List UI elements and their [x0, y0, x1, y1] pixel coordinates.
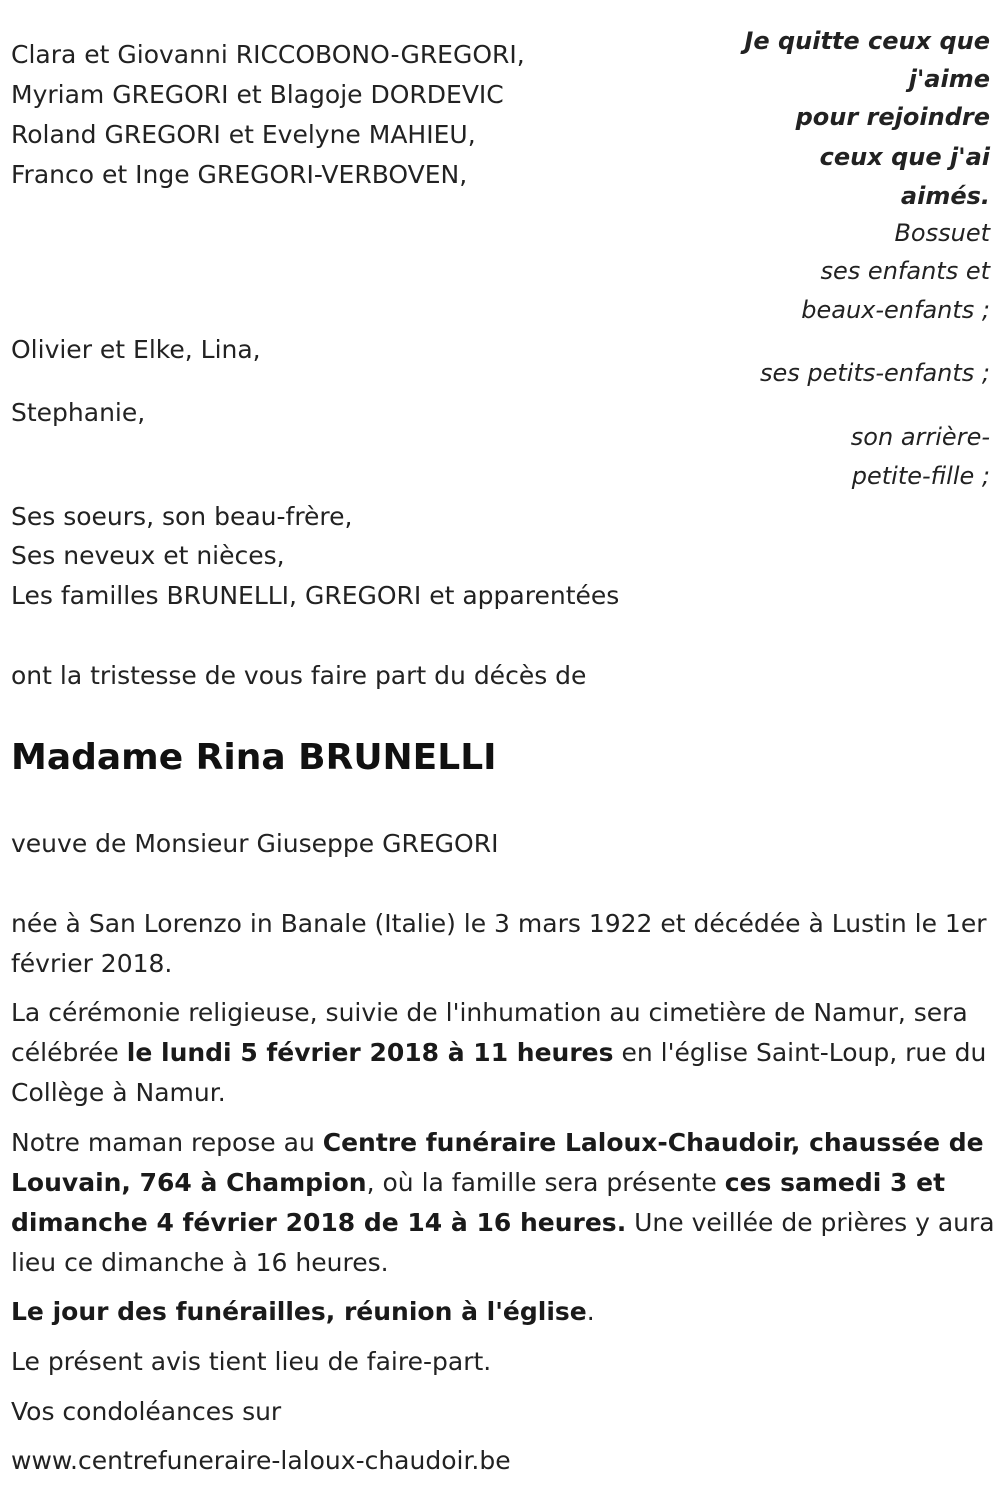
great-grandchild-name: Stephanie,: [11, 398, 146, 427]
quote-line-5: aimés.: [900, 182, 990, 210]
repose-dates: ces samedi 3 et dimanche 4 février 2018 de 14 à 16 heures.: [11, 1168, 946, 1237]
quote-line-2: j'aime: [908, 65, 990, 93]
repose-text-3: Une veillée de prières y aura lieu ce dimanche à 16 heures.: [11, 1208, 995, 1277]
notice-text: Le présent avis tient lieu de faire-part.: [11, 1347, 492, 1376]
role-children-1: ses enfants et: [820, 257, 990, 285]
ceremony-text-2: en l'église Saint-Loup, rue du Collège à Namur.: [11, 1038, 987, 1107]
quote-line-4: ceux que j'ai: [819, 143, 990, 171]
ceremony-text-1: La cérémonie religieuse, suivie de l'inhumation au cimetière de Namur, sera célébrée: [11, 998, 968, 1067]
repose-paragraph: [11, 1123, 996, 1283]
announcement: ont la tristesse de vous faire part du décès de: [11, 661, 587, 690]
role-great-2: petite-fille ;: [851, 462, 990, 490]
repose-location: Centre funéraire Laloux-Chaudoir, chaussée de Louvain, 764 à Champion: [11, 1128, 984, 1197]
ceremony-paragraph: [11, 993, 996, 1113]
repose-text-1: Notre maman repose au: [11, 1128, 323, 1157]
deceased-name: Madame Rina BRUNELLI: [11, 737, 497, 778]
funeral-day-paragraph: [11, 1292, 996, 1332]
family-line-4: Franco et Inge GREGORI-VERBOVEN,: [11, 160, 468, 189]
birth-death-paragraph: née à San Lorenzo in Banale (Italie) le 3 mars 1922 et décédée à Lustin le 1er février 2018.: [11, 909, 987, 978]
widow-of: veuve de Monsieur Giuseppe GREGORI: [11, 829, 499, 858]
quote-line-1: Je quitte ceux que: [744, 27, 990, 55]
grandchildren-names: Olivier et Elke, Lina,: [11, 335, 261, 364]
ceremony-date: le lundi 5 février 2018 à 11 heures: [126, 1038, 614, 1067]
funeral-day-end: .: [586, 1297, 595, 1326]
repose-text-2: , où la famille sera présente: [366, 1168, 725, 1197]
family-line-3: Roland GREGORI et Evelyne MAHIEU,: [11, 120, 476, 149]
condolences-label: Vos condoléances sur: [11, 1397, 282, 1426]
website-link[interactable]: www.centrefuneraire-laloux-chaudoir.be: [11, 1446, 511, 1475]
relatives-line-1: Ses soeurs, son beau-frère,: [11, 502, 353, 531]
relatives-line-2: Ses neveux et nièces,: [11, 541, 285, 570]
funeral-day-text: Le jour des funérailles, réunion à l'église: [11, 1297, 587, 1326]
quote-line-3: pour rejoindre: [795, 103, 990, 131]
role-great-1: son arrière-: [850, 423, 990, 451]
role-children-2: beaux-enfants ;: [801, 296, 990, 324]
relatives-line-3: Les familles BRUNELLI, GREGORI et apparentées: [11, 581, 620, 610]
role-grandchildren: ses petits-enfants ;: [759, 359, 990, 387]
quote-author: Bossuet: [894, 219, 990, 247]
family-line-2: Myriam GREGORI et Blagoje DORDEVIC: [11, 80, 504, 109]
family-line-1: Clara et Giovanni RICCOBONO-GREGORI,: [11, 40, 525, 69]
